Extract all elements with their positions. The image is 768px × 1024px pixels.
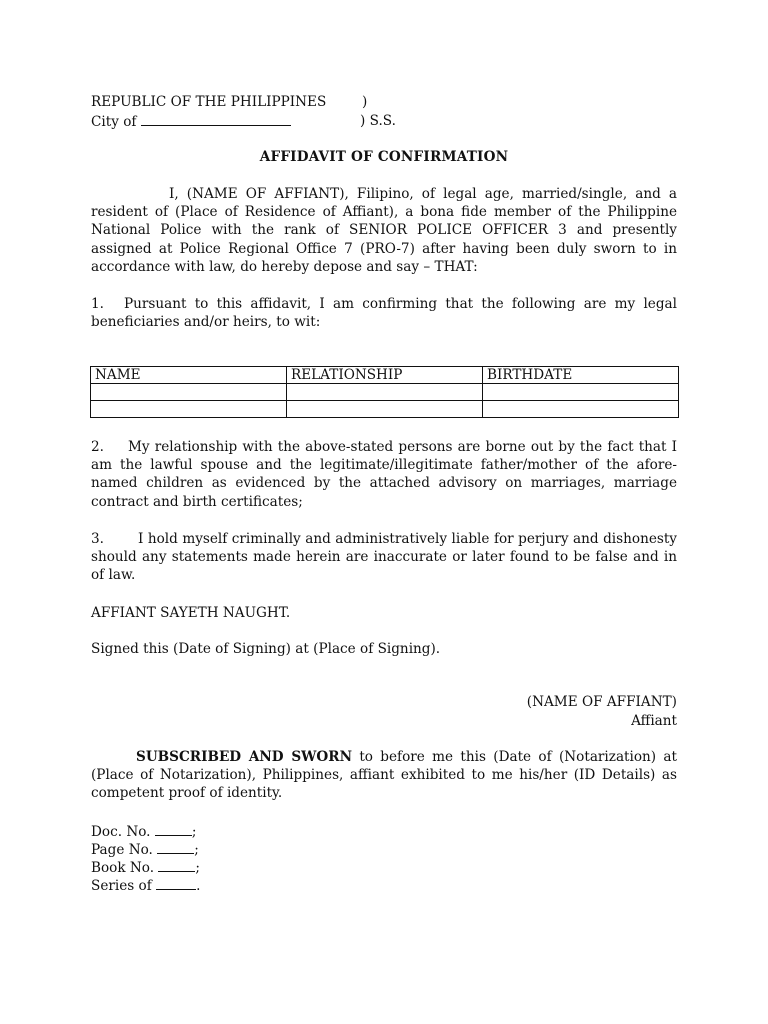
beneficiaries-table — [90, 366, 679, 418]
item-2-text: My relationship with the above-stated persons are borne out by the fact that I am the lawful spouse and the legitimate/illegitimate father/mother of the afore-named children as evidenced by the attached advisory on marriages, marriage contract and birth certificates; — [91, 439, 677, 510]
header-relationship: RELATIONSHIP — [287, 367, 483, 384]
book-no-line — [91, 858, 200, 877]
book-no-blank — [158, 858, 195, 872]
signed-line: Signed this (Date of Signing) at (Place of Signing). — [91, 641, 441, 657]
jurat-text: to before me this (Date of (Notarization) at (Place of Notarization), Philippines, affiant exhibited to me his/her (ID Details) as competent proof of identity. — [91, 749, 677, 802]
doc-no-line — [91, 822, 196, 841]
page-no-line — [91, 840, 199, 859]
city-line — [91, 112, 291, 131]
sayeth-naught: AFFIANT SAYETH NAUGHT. — [91, 605, 291, 621]
header-birthdate: BIRTHDATE — [483, 367, 679, 384]
ss-marker: ) S.S. — [360, 113, 396, 129]
table-cell — [287, 401, 483, 418]
header-name: NAME — [91, 367, 287, 384]
doc-no-label: Doc. No. — [91, 824, 151, 840]
doc-no-blank — [155, 822, 192, 836]
table-cell — [91, 401, 287, 418]
series-line — [91, 876, 200, 895]
table-cell — [91, 384, 287, 401]
intro-paragraph: I, (NAME OF AFFIANT), Filipino, of legal age, married/single, and a resident of (Place of Residence of Affiant), a bona fide member of the Philippine National Police with the rank of SENIOR POLICE OFFICER 3 and presently assigned at Police Regional Office 7 (PRO-7) after having been duly sworn to in accordance with law, do hereby depose and say – THAT: — [91, 186, 677, 275]
table-cell — [483, 401, 679, 418]
item-2 — [91, 438, 677, 511]
city-label: City of — [91, 114, 137, 130]
page-no-semicolon: ; — [194, 842, 199, 858]
table-cell — [483, 384, 679, 401]
jurat-lead: SUBSCRIBED AND SWORN — [136, 749, 352, 765]
item-3-number: 3. — [91, 531, 104, 547]
affiant-role: Affiant — [631, 713, 677, 729]
page-no-blank — [157, 840, 194, 854]
item-1 — [91, 295, 677, 331]
table-row — [91, 401, 679, 418]
item-3 — [91, 530, 677, 585]
series-label: Series of — [91, 878, 152, 894]
item-1-number: 1. — [91, 296, 104, 312]
republic-heading: REPUBLIC OF THE PHILIPPINES — [91, 94, 327, 110]
document-title: AFFIDAVIT OF CONFIRMATION — [259, 149, 509, 165]
series-blank — [156, 876, 196, 890]
item-1-text: Pursuant to this affidavit, I am confirming that the following are my legal beneficiaries and/or heirs, to wit: — [91, 296, 677, 331]
item-3-text: I hold myself criminally and administratively liable for perjury and dishonesty should any statements made herein are inaccurate or later found to be false and in of law. — [91, 531, 677, 584]
venue-paren: ) — [362, 94, 368, 110]
table-row — [91, 384, 679, 401]
affiant-name: (NAME OF AFFIANT) — [526, 694, 677, 710]
book-no-semicolon: ; — [195, 860, 200, 876]
table-header-row — [91, 367, 679, 384]
jurat-paragraph — [91, 748, 677, 803]
doc-no-semicolon: ; — [191, 824, 197, 840]
page-no-label: Page No. — [91, 842, 153, 858]
book-no-label: Book No. — [91, 860, 155, 876]
item-2-number: 2. — [91, 439, 104, 455]
series-period: . — [196, 878, 201, 894]
city-blank — [141, 112, 291, 126]
table-cell — [287, 384, 483, 401]
